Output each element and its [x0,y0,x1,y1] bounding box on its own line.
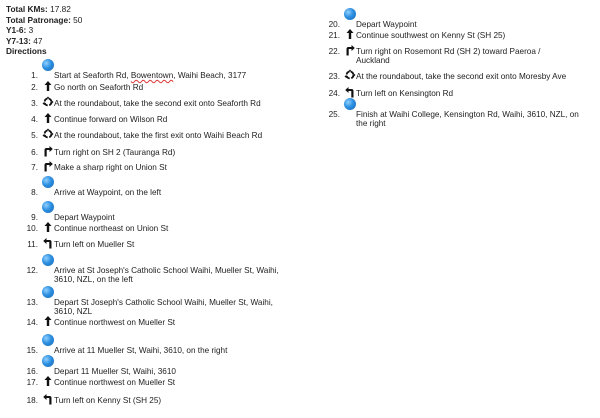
step-text: Depart 11 Mueller St, Waihi, 3610 [54,367,176,376]
step-number: 14. [26,318,38,327]
step-text: At the roundabout, take the second exit onto Moresby Ave [356,72,567,81]
step-number: 5. [31,131,38,140]
step-number: 18. [26,396,38,405]
step-number: 8. [31,188,38,197]
step-text: Continue southwest on Kenny St (SH 25) [356,31,506,40]
turn-right-icon [344,44,356,56]
direction-step [16,394,276,418]
step-number: 12. [26,266,38,275]
roundabout-icon [42,128,54,140]
arrow-up-icon [42,315,54,327]
direction-step [318,45,558,69]
waypoint-dot-icon [42,355,54,367]
direction-step [16,316,276,340]
step-number: 9. [31,213,38,222]
total-patronage-line: Total Patronage: 50 [6,14,83,25]
step-text: Depart Waypoint [54,213,115,222]
waypoint-dot-icon [42,254,54,266]
step-text: Depart Waypoint [356,20,417,29]
step-text: Turn left on Kenny St (SH 25) [54,396,162,405]
step-text: Turn left on Mueller St [54,240,135,249]
step-number: 20. [328,20,340,29]
total-kms-line: Total KMs: 17.82 [6,4,71,14]
y1-6-value: 3 [28,25,34,35]
step-text: Continue forward on Wilson Rd [54,115,168,124]
y7-13-value: 47 [33,35,43,46]
turn-left-icon [42,393,54,405]
y1-6-line: Y1-6: 3 [6,25,34,35]
total-patronage-value: 50 [73,14,83,25]
directions-title: Directions [6,46,47,56]
step-text: Arrive at Waypoint, on the left [54,188,162,197]
arrow-up-icon [42,221,54,233]
step-number: 10. [26,224,38,233]
step-text: Continue northeast on Union St [54,224,169,233]
step-number: 24. [328,89,340,98]
waypoint-dot-icon [42,286,54,298]
roundabout-icon [42,96,54,108]
step-text: Turn left on Kensington Rd [356,89,454,98]
waypoint-dot-icon [42,201,54,213]
waypoint-dot-icon [344,98,356,110]
direction-step [16,180,276,204]
route-summary [6,4,82,57]
step-text: Turn right on Rosemont Rd (SH 2) toward Paeroa / Auckland [356,47,541,66]
direction-step [16,258,296,285]
step-text: At the roundabout, take the first exit onto Waihi Beach Rd [54,131,263,140]
total-kms-value: 17.82 [50,4,71,14]
step-text: Depart St Joseph's Catholic School Waihi, Mueller St, Waihi, 3610, NZL [54,298,273,317]
turn-left-icon [42,237,54,249]
step-text: Continue northwest on Mueller St [54,378,176,387]
arrow-up-icon [42,375,54,387]
turn-left-icon [344,86,356,98]
step-text: Arrive at St Joseph's Catholic School Waihi, Mueller St, Waihi, 3610, NZL, on the left [54,266,279,285]
step-text: Arrive at 11 Mueller St, Waihi, 3610, on the right [54,346,228,355]
waypoint-dot-icon [42,59,54,71]
step-number: 1. [31,71,38,80]
step-text: Continue northwest on Mueller St [54,318,176,327]
arrow-up-icon [42,80,54,92]
step-text: Finish at Waihi College, Kensington Rd, Waihi, 3610, NZL, on the right [356,110,579,129]
step-text: Start at Seaforth Rd, Bowentown, Waihi Beach, 3177 [54,71,247,80]
step-number: 6. [31,148,38,157]
step-number: 4. [31,115,38,124]
step-text: At the roundabout, take the second exit onto Seaforth Rd [54,99,261,108]
step-number: 22. [328,47,340,56]
step-number: 2. [31,83,38,92]
step-number: 13. [26,298,38,307]
y7-13-line: Y7-13: 47 [6,35,43,46]
step-text: Go north on Seaforth Rd [54,83,144,92]
step-number: 17. [26,378,38,387]
step-number: 7. [31,163,38,172]
step-number: 15. [26,346,38,355]
arrow-up-icon [42,112,54,124]
step-text: Make a sharp right on Union St [54,163,167,172]
step-number: 23. [328,72,340,81]
direction-step [16,290,296,317]
arrow-up-icon [344,28,356,40]
waypoint-dot-icon [42,334,54,346]
step-number: 25. [328,110,340,119]
step-number: 21. [328,31,340,40]
turn-right-icon [42,160,54,172]
step-text: Turn right on SH 2 (Tauranga Rd) [54,148,176,157]
roundabout-icon [344,69,356,81]
turn-right-icon [42,145,54,157]
step-number: 16. [26,367,38,376]
step-number: 3. [31,99,38,108]
direction-step [318,102,588,129]
waypoint-dot-icon [344,8,356,20]
step-number: 11. [27,240,38,249]
waypoint-dot-icon [42,176,54,188]
